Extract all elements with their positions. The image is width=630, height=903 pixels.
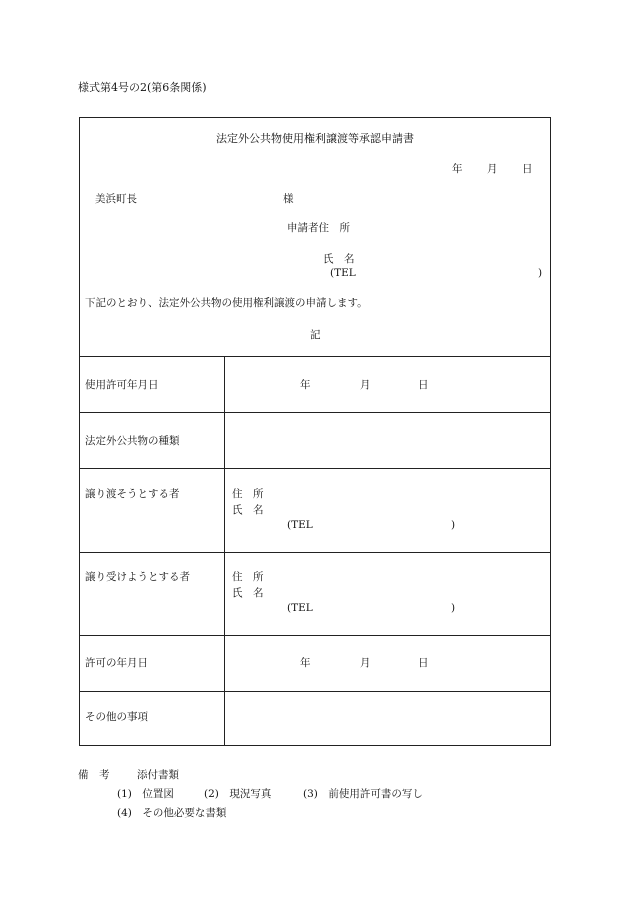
- transferee-tel-label: (TEL: [287, 602, 313, 614]
- ki-label: 記: [310, 329, 321, 341]
- divider: [79, 552, 551, 553]
- transferee-tel-close: ): [451, 602, 456, 614]
- permit-year-label: 年: [300, 379, 311, 391]
- column-divider: [224, 356, 225, 746]
- date-day-label: 日: [522, 163, 533, 175]
- divider: [79, 691, 551, 692]
- permit-month-label: 月: [360, 379, 371, 391]
- transferee-address-label: 住 所: [232, 571, 264, 583]
- transferor-tel-label: (TEL: [287, 519, 313, 531]
- applicant-name-label: 氏 名: [323, 253, 355, 265]
- attachment-item-3: (3) 前使用許可書の写し: [303, 788, 423, 800]
- transferor-tel-close: ): [451, 519, 456, 531]
- transferee-name-label: 氏 名: [232, 587, 264, 599]
- attachment-item-4: (4) その他必要な書類: [117, 807, 227, 819]
- divider: [79, 356, 551, 357]
- date-month-label: 月: [487, 163, 498, 175]
- remarks-label: 備 考: [78, 769, 110, 781]
- transferee-label: 譲り受けようとする者: [85, 571, 190, 583]
- addressee: 美浜町長: [95, 193, 137, 205]
- permission-date-label: 許可の年月日: [85, 657, 148, 669]
- transferor-label: 譲り渡そうとする者: [85, 488, 180, 500]
- addressee-suffix: 様: [283, 193, 294, 205]
- applicant-address-label: 申請者住 所: [287, 222, 350, 234]
- date-year-label: 年: [452, 163, 463, 175]
- transferor-name-label: 氏 名: [232, 504, 264, 516]
- permit-day-label: 日: [418, 379, 429, 391]
- permission-month-label: 月: [360, 657, 371, 669]
- form-id: 様式第4号の2(第6条関係): [78, 81, 207, 94]
- kind-label: 法定外公共物の種類: [85, 435, 180, 447]
- attachments-label: 添付書類: [137, 769, 179, 781]
- divider: [79, 635, 551, 636]
- other-label: その他の事項: [85, 711, 148, 723]
- statement: 下記のとおり、法定外公共物の使用権利譲渡の申請します。: [85, 297, 368, 309]
- form-title: 法定外公共物使用権利譲渡等承認申請書: [216, 132, 414, 145]
- applicant-tel-label: (TEL: [330, 267, 356, 279]
- transferor-address-label: 住 所: [232, 488, 264, 500]
- attachment-item-1: (1) 位置図: [117, 788, 174, 800]
- attachment-item-2: (2) 現況写真: [204, 788, 272, 800]
- permit-date-label: 使用許可年月日: [85, 379, 159, 391]
- form-frame: [79, 117, 551, 746]
- divider: [79, 468, 551, 469]
- divider: [79, 412, 551, 413]
- applicant-tel-close: ): [538, 267, 543, 279]
- permission-day-label: 日: [418, 657, 429, 669]
- permission-year-label: 年: [300, 657, 311, 669]
